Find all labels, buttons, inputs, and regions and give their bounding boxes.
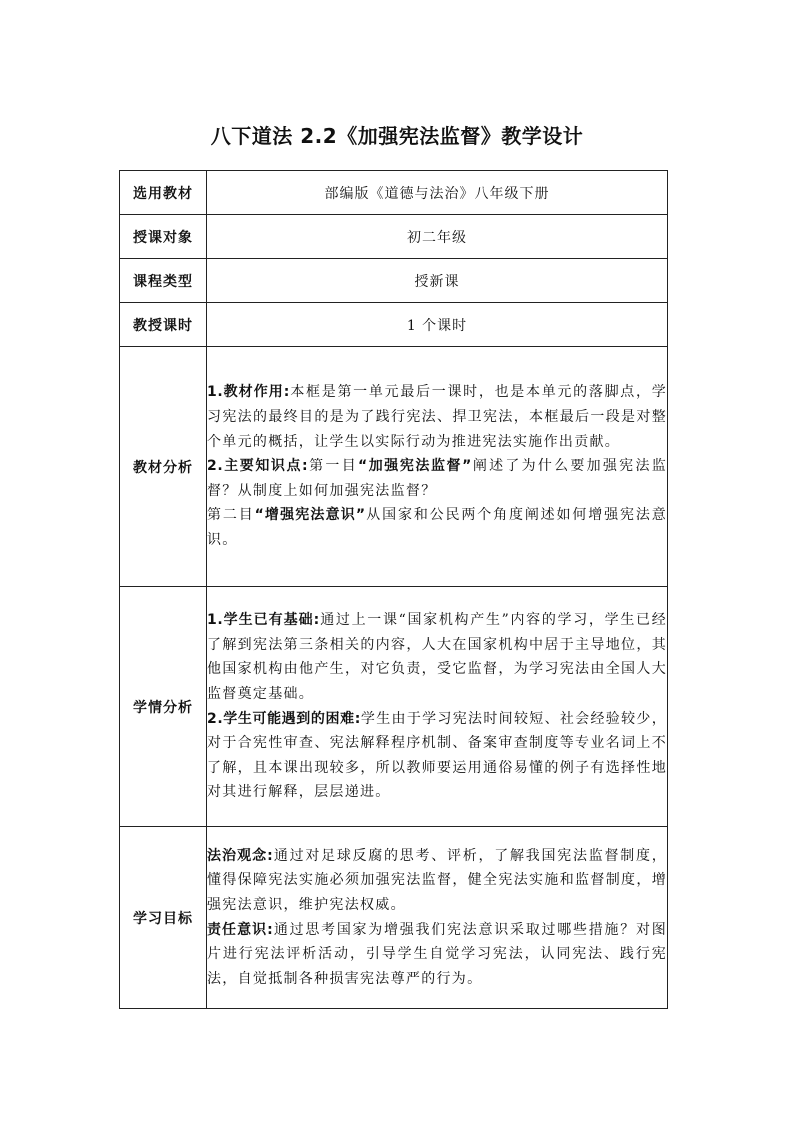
lesson-plan-table (119, 170, 668, 1009)
student-analysis-content (207, 587, 668, 827)
row-value-hours: 1 个课时 (207, 303, 668, 347)
table-row-audience (120, 215, 668, 259)
objective-rule-of-law-text: 通过对足球反腐的思考、评析，了解我国宪法监督制度，懂得保障宪法实施必须加强宪法监督，健全宪法实施和监督制度，增强宪法意识，维护宪法权威。 (207, 847, 668, 913)
student-difficulty-text: 学生由于学习宪法时间较短、社会经验较少，对于合宪性审查、宪法解释程序机制、备案审查制度等专业名词上不了解，且本课出现较多，所以教师要运用通俗易懂的例子有选择性地对其进行解释，层层递进。 (207, 710, 667, 801)
material-role-text: 本框是第一单元最后一课时，也是本单元的落脚点，学习宪法的最终目的是为了践行宪法、捍卫宪法，本框最后一段是对整个单元的概括，让学生以实际行动为推进宪法实施作出贡献。 (207, 384, 667, 450)
material-analysis-content (207, 347, 668, 587)
objective-rule-of-law-paragraph (207, 844, 667, 918)
material-role-heading: 1.教材作用: (207, 384, 290, 401)
knowledge-points-paragraph (207, 454, 667, 503)
row-label-hours: 教授课时 (120, 303, 207, 347)
row-label-course-type: 课程类型 (120, 259, 207, 303)
student-basis-heading: 1.学生已有基础: (207, 612, 320, 629)
row-label-material-analysis: 教材分析 (120, 347, 207, 587)
second-topic-paragraph (207, 503, 667, 552)
document-title: 八下道法 2.2《加强宪法监督》教学设计 (210, 124, 584, 148)
objective-rule-of-law-heading: 法治观念: (207, 847, 274, 864)
row-label-audience: 授课对象 (120, 215, 207, 259)
knowledge-points-heading: 2.主要知识点: (207, 458, 309, 475)
table-row-student-analysis (120, 587, 668, 827)
row-label-textbook: 选用教材 (120, 171, 207, 215)
student-difficulty-paragraph (207, 707, 667, 805)
student-basis-paragraph (207, 608, 667, 706)
material-role-paragraph (207, 380, 667, 454)
table-row-objectives (120, 827, 668, 1009)
knowledge-points-topic-1: “加强宪法监督” (357, 458, 472, 475)
second-topic-prefix: 第二目 (207, 507, 255, 524)
knowledge-points-topic-2: “增强宪法意识” (254, 507, 366, 524)
table-row-textbook (120, 171, 668, 215)
objective-responsibility-text: 通过思考国家为增强我们宪法意识采取过哪些措施？对图片进行宪法评析活动，引导学生自觉学习宪法，认同宪法、践行宪法，自觉抵制各种损害宪法尊严的行为。 (207, 921, 668, 987)
row-label-student-analysis: 学情分析 (120, 587, 207, 827)
objectives-content (207, 827, 668, 1009)
student-basis-text: 通过上一课“国家机构产生”内容的学习，学生已经了解到宪法第三条相关的内容，人大在国家机构中居于主导地位，其他国家机构由他产生，对它负责，受它监督，为学习宪法由全国人大监督奠定基础。 (207, 612, 667, 702)
table-row-hours (120, 303, 668, 347)
knowledge-points-prefix: 第一目 (308, 458, 358, 475)
row-value-course-type: 授新课 (207, 259, 668, 303)
knowledge-points-text-2: 从国家和公民两个角度阐述如何增强宪法意识。 (207, 507, 667, 548)
objective-responsibility-heading: 责任意识: (207, 921, 274, 938)
row-label-objectives: 学习目标 (120, 827, 207, 1009)
objective-responsibility-paragraph (207, 918, 667, 992)
table-row-course-type (120, 259, 668, 303)
table-row-material-analysis (120, 347, 668, 587)
student-difficulty-heading: 2.学生可能遇到的困难: (207, 710, 361, 727)
row-value-textbook: 部编版《道德与法治》八年级下册 (207, 171, 668, 215)
knowledge-points-text-1: 阐述了为什么要加强宪法监督？从制度上如何加强宪法监督？ (207, 458, 667, 499)
row-value-audience: 初二年级 (207, 215, 668, 259)
